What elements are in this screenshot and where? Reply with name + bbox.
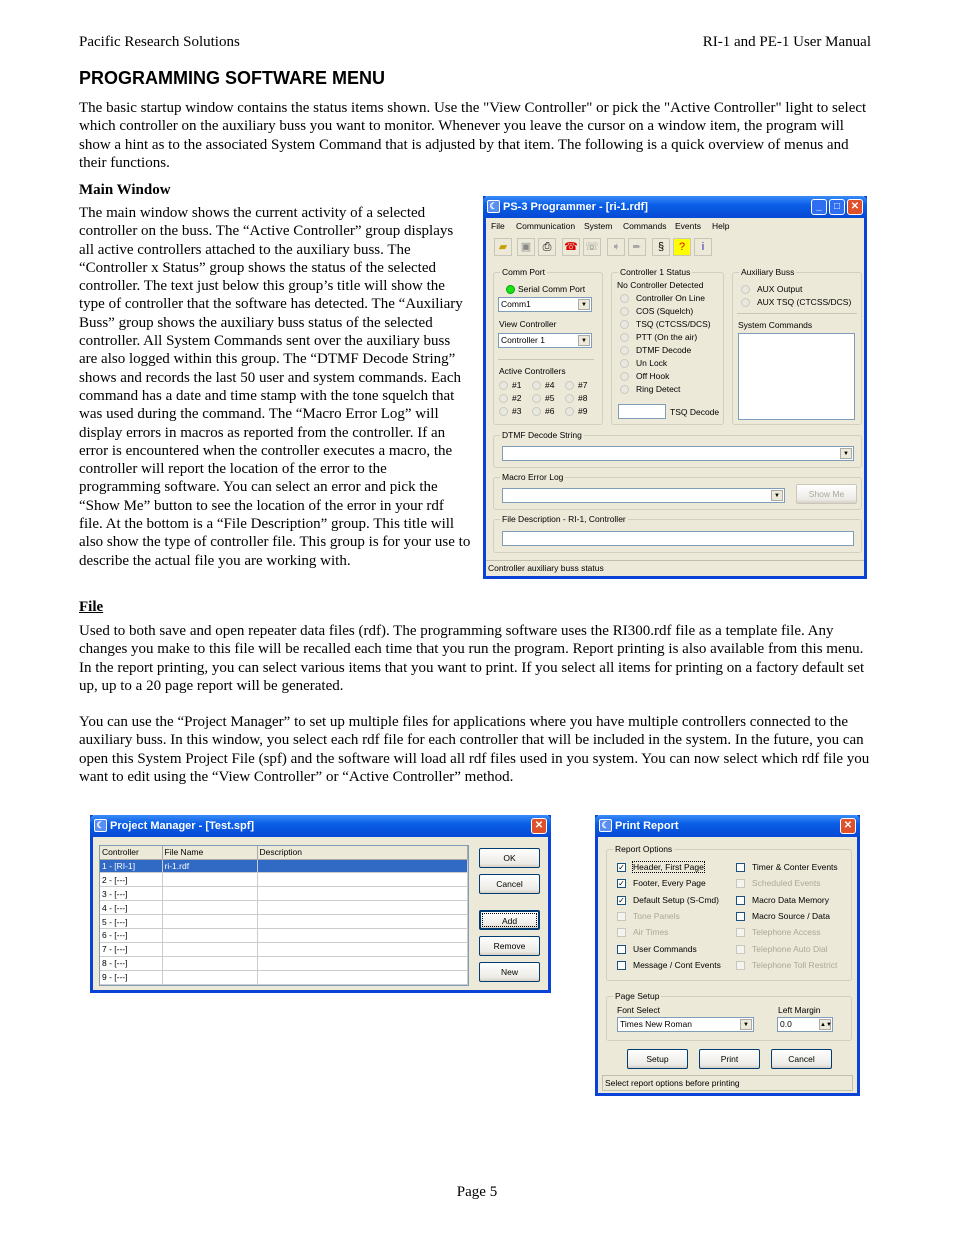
status-item-label: Controller On Line (636, 293, 705, 303)
table-row[interactable] (100, 887, 468, 901)
table-cell (162, 901, 257, 915)
option-checkbox[interactable]: ✓ (618, 863, 625, 872)
table-cell (257, 956, 468, 970)
group-label: Comm Port (502, 267, 545, 277)
status-led (620, 320, 629, 329)
menu-communication[interactable]: Communication (516, 221, 576, 231)
main-window-heading: Main Window (79, 182, 171, 198)
controller-label: #5 (545, 393, 555, 403)
table-cell (162, 928, 257, 942)
controller-label: #2 (512, 393, 522, 403)
cancel-button[interactable]: Cancel (771, 1049, 832, 1069)
status-item-label: Un Lock (636, 358, 668, 368)
comm-port-select[interactable]: Comm1 ▼ (498, 297, 592, 312)
table-cell (162, 942, 257, 956)
status-item-label: Ring Detect (636, 384, 681, 394)
option-checkbox[interactable]: ✓ (618, 879, 625, 889)
table-row[interactable] (100, 970, 468, 984)
status-led (620, 294, 629, 303)
controller-label: #8 (578, 393, 588, 403)
table-cell (162, 970, 257, 984)
aux-tsq-label: AUX TSQ (CTCSS/DCS) (757, 297, 852, 307)
left-margin-label: Left Margin (778, 1005, 821, 1015)
app-icon: ☾ (94, 819, 107, 832)
table-cell (257, 928, 468, 942)
table-cell: 3 - [---] (100, 887, 162, 901)
table-cell: 6 - [---] (100, 928, 162, 942)
close-button[interactable]: ✕ (531, 818, 547, 834)
table-cell: 1 - [RI-1] (100, 859, 162, 873)
aux-output-label: AUX Output (757, 284, 803, 294)
app-icon: ☾ (599, 819, 612, 832)
status-item-label: COS (Squelch) (636, 306, 694, 316)
serial-label: Serial Comm Port (518, 284, 586, 294)
table-cell: ri-1.rdf (162, 859, 257, 873)
window-title: Project Manager - [Test.spf] (110, 820, 255, 832)
project-manager-window (90, 815, 551, 993)
print-button[interactable]: Print (699, 1049, 760, 1069)
tsq-decode-field (618, 404, 666, 419)
status-led (620, 346, 629, 355)
macro-error-select[interactable] (502, 488, 785, 503)
table-row[interactable] (100, 901, 468, 915)
table-cell: 5 - [---] (100, 915, 162, 929)
table-cell (162, 887, 257, 901)
option-label: Timer & Conter Events (752, 862, 838, 872)
status-led (620, 333, 629, 342)
phone-icon[interactable]: ☎ (562, 238, 580, 256)
table-cell (257, 887, 468, 901)
option-label: Message / Cont Events (633, 959, 721, 970)
table-cell (257, 942, 468, 956)
left-margin-spinner[interactable]: 0.0 ▲▼ (777, 1017, 833, 1032)
new-button[interactable]: New (479, 962, 540, 982)
controller-label: #7 (578, 380, 588, 390)
option-checkbox[interactable] (736, 945, 745, 954)
view-controller-label: View Controller (499, 319, 557, 329)
controller-led[interactable] (499, 407, 508, 416)
file-paragraph-2: You can use the “Project Manager” to set up multiple files for applications where you have multiple controllers connected to the auxiliary buss. In this window, you select each rdf file for each controller that will be included in the system. In the future, you can open this System Project File (spf) and the software will load all rdf files used in you system. You can now select which rdf file you want to edit using the “View Controller” or “Active Controller” method. (79, 714, 870, 785)
controller-led[interactable] (499, 381, 508, 390)
table-cell (257, 970, 468, 984)
report-options-group (606, 844, 852, 981)
option-label: Macro Source / Data (752, 910, 830, 921)
option-label: Footer, Every Page (633, 878, 706, 889)
status-item-label: Off Hook (636, 371, 670, 381)
option-checkbox[interactable] (617, 912, 626, 921)
option-checkbox[interactable] (617, 928, 626, 937)
close-button[interactable]: ✕ (840, 818, 856, 834)
active-controllers-label: Active Controllers (499, 366, 566, 376)
save-icon[interactable]: ▣ (517, 238, 535, 256)
option-label: User Commands (633, 943, 697, 954)
controller-label: #9 (578, 406, 588, 416)
close-button[interactable]: ✕ (847, 199, 863, 215)
option-label: Air Times (633, 927, 669, 938)
file-heading: File (79, 599, 104, 615)
page-number: Page 5 (456, 1184, 498, 1200)
setup-button[interactable]: Setup (627, 1049, 688, 1069)
option-checkbox[interactable] (736, 863, 745, 872)
dtmf-decode-group (493, 430, 862, 468)
show-me-button[interactable]: Show Me (796, 484, 857, 504)
info-icon[interactable]: i (694, 238, 712, 256)
page-setup-group (606, 991, 852, 1041)
header-left: Pacific Research Solutions (79, 34, 240, 50)
open-icon[interactable]: ▰ (494, 238, 512, 256)
link-icon[interactable]: § (652, 238, 670, 256)
menu-system[interactable]: System (584, 221, 613, 231)
controller-label: #1 (512, 380, 522, 390)
option-checkbox[interactable] (736, 896, 745, 905)
table-cell (257, 915, 468, 929)
status-bar: Select report options before printing (602, 1075, 853, 1091)
add-button[interactable]: Add (479, 910, 540, 930)
spinner-arrows-icon: ▲▼ (819, 1019, 831, 1030)
controller-led[interactable] (532, 394, 541, 403)
window-title: PS-3 Programmer - [ri-1.rdf] (503, 201, 648, 213)
group-label: File Description - RI-1, Controller (502, 514, 626, 524)
table-row[interactable] (100, 956, 468, 970)
system-commands-label: System Commands (738, 320, 813, 330)
option-checkbox[interactable] (736, 928, 745, 937)
controller-led[interactable] (499, 394, 508, 403)
column-header[interactable]: Controller (100, 846, 162, 859)
window-title: Print Report (615, 820, 679, 832)
chevron-down-icon: ▼ (771, 490, 783, 501)
file-paragraph-1: Used to both save and open repeater data files (rdf). The programming software uses the RI300.rdf file as a template file. Any changes you make to this file will be recalled each time that you run the program. Report printing is also available from this menu. In the report printing, you can select various items that you want to print. If you select all items for printing on a factory default set up, up to a 20 page report will be generated. (79, 623, 865, 694)
page-title: PROGRAMMING SOFTWARE MENU (79, 68, 385, 88)
file-description-input[interactable] (502, 531, 854, 546)
column-header[interactable]: File Name (162, 846, 257, 859)
upload-icon[interactable]: ➧ (607, 238, 625, 256)
menu-commands[interactable]: Commands (623, 221, 667, 231)
file-description-group (493, 514, 862, 553)
view-controller-select[interactable]: Controller 1 ▼ (498, 333, 592, 348)
table-row[interactable] (100, 915, 468, 929)
chevron-down-icon: ▼ (578, 335, 590, 346)
print-icon[interactable]: ⎙ (538, 238, 556, 256)
table-cell (257, 873, 468, 887)
download-icon[interactable]: ➨ (628, 238, 646, 256)
group-label: DTMF Decode String (502, 430, 582, 440)
title-bar (483, 196, 867, 218)
controller-status-group (611, 267, 724, 425)
chevron-down-icon: ▼ (578, 299, 590, 310)
table-row[interactable] (100, 859, 468, 873)
header-right: RI-1 and PE-1 User Manual (702, 34, 871, 50)
option-checkbox[interactable] (617, 945, 626, 954)
option-label: Telephone Toll Restrict (752, 959, 838, 970)
title-bar (595, 815, 860, 837)
group-label: Macro Error Log (502, 472, 564, 482)
controller-led[interactable] (565, 407, 574, 416)
phone-off-icon[interactable]: ☏ (583, 238, 601, 256)
auxiliary-buss-group (732, 267, 862, 425)
cancel-button[interactable]: Cancel (479, 874, 540, 894)
macro-error-group (493, 472, 862, 510)
font-select[interactable]: Times New Roman ▼ (617, 1017, 754, 1032)
controller-led[interactable] (565, 381, 574, 390)
remove-button[interactable]: Remove (479, 936, 540, 956)
option-label: Header, First Page (633, 862, 704, 872)
option-checkbox[interactable] (736, 879, 745, 888)
column-header[interactable]: Description (257, 846, 468, 859)
table-cell: 2 - [---] (100, 873, 162, 887)
ok-button[interactable]: OK (479, 848, 540, 868)
table-header (100, 846, 468, 859)
menu-file[interactable]: File (491, 221, 505, 231)
main-window-paragraph: The main window shows the current activity of a selected controller on the buss. The “Active Controller” group displays all active controllers attached to the auxiliary buss. The “Controller x Status” group shows the status of the selected controller. The text just below this group’s title will show the type of controller that the software has detected. The “Auxiliary Buss” group shows the auxiliary buss status of the selected controller. All System Commands sent over the auxiliary buss are also logged within this group. The “DTMF Decode String” shows and records the last 50 user and system commands. Each command has a date and time stamp with the tone squelch that was used during the command. The “Macro Error Log” will display errors in macros as reported from the controller. If an error is encountered when the controller executes a macro, the controller will report the location of the error to the programming software. You can select an error and pick the “Show Me” button to see the location of the error in your rdf file. At the bottom is a “File Description” group. This title will also show the type of controller file. This group is for your use to describe the actual file you are working with. (79, 205, 471, 569)
table-cell (257, 859, 468, 873)
aux-tsq-led (741, 298, 750, 307)
comm-port-group (493, 267, 603, 425)
option-label: Tone Panels (633, 910, 680, 921)
option-checkbox[interactable]: ✓ (618, 895, 625, 905)
option-label: Default Setup (S-Cmd) (633, 894, 719, 905)
option-label: Scheduled Events (752, 878, 821, 889)
group-label: Controller 1 Status (620, 267, 691, 277)
group-label: Page Setup (615, 991, 660, 1001)
controller-led[interactable] (532, 407, 541, 416)
app-icon: ☾ (487, 200, 500, 213)
controller-label: #3 (512, 406, 522, 416)
table-cell: 9 - [---] (100, 970, 162, 984)
controller-label: #4 (545, 380, 555, 390)
table-row[interactable] (100, 873, 468, 887)
controller-label: #6 (545, 406, 555, 416)
table-cell (162, 956, 257, 970)
table-cell: 4 - [---] (100, 901, 162, 915)
controller-led[interactable] (532, 381, 541, 390)
status-item-label: PTT (On the air) (636, 332, 698, 342)
option-label: Telephone Auto Dial (752, 943, 828, 954)
option-checkbox[interactable] (736, 961, 745, 970)
detected-text: No Controller Detected (617, 280, 704, 290)
font-select-label: Font Select (617, 1005, 660, 1015)
status-led (620, 307, 629, 316)
divider (498, 359, 594, 360)
aux-output-led (741, 285, 750, 294)
menu-events[interactable]: Events (675, 221, 701, 231)
status-item-label: TSQ (CTCSS/DCS) (636, 319, 711, 329)
table-cell (162, 873, 257, 887)
option-label: Macro Data Memory (752, 894, 829, 905)
ps3-programmer-window (483, 196, 867, 579)
serial-led (506, 285, 515, 294)
group-label: Report Options (615, 844, 673, 854)
controller-list[interactable] (99, 845, 469, 986)
minimize-button[interactable]: _ (811, 199, 827, 215)
status-bar: Controller auxiliary buss status (486, 560, 864, 576)
tsq-decode-label: TSQ Decode (670, 407, 720, 417)
title-bar (90, 815, 551, 837)
menu-help[interactable]: Help (712, 221, 730, 231)
table-cell: 7 - [---] (100, 942, 162, 956)
controller-led[interactable] (565, 394, 574, 403)
dtmf-decode-select[interactable] (502, 446, 854, 461)
status-led (620, 385, 629, 394)
chevron-down-icon: ▼ (840, 448, 852, 459)
system-commands-list[interactable] (738, 333, 855, 420)
table-row[interactable] (100, 928, 468, 942)
option-checkbox[interactable] (617, 961, 626, 970)
option-checkbox[interactable] (736, 912, 745, 921)
help-icon[interactable]: ? (673, 238, 691, 256)
status-led (620, 359, 629, 368)
group-label: Auxiliary Buss (741, 267, 795, 277)
table-cell: 8 - [---] (100, 956, 162, 970)
status-item-label: DTMF Decode (636, 345, 692, 355)
print-report-window (595, 815, 860, 1096)
table-row[interactable] (100, 942, 468, 956)
table-cell (162, 915, 257, 929)
intro-paragraph: The basic startup window contains the status items shown. Use the "View Controller" or pick the "Active Controller" light to select which controller on the auxiliary buss you want to monitor. Whenever you leave the cursor on a window item, the program will show a hint as to the associated System Command that is adjusted by that item. The following is a quick overview of menus and their functions. (79, 100, 867, 171)
status-led (620, 372, 629, 381)
divider (737, 313, 857, 314)
option-label: Telephone Access (752, 927, 821, 938)
table-cell (257, 901, 468, 915)
maximize-button[interactable]: □ (829, 199, 845, 215)
chevron-down-icon: ▼ (740, 1019, 752, 1030)
